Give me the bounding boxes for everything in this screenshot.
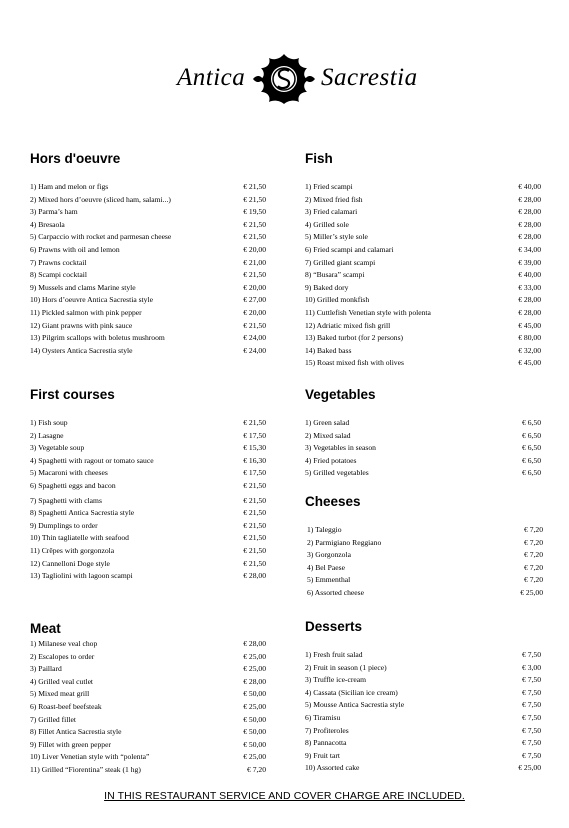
menu-item-name: 3) Vegetable soup [30,443,85,453]
menu-item-name: 6) Roast-beef beefsteak [30,701,102,711]
menu-item-price: € 21,50 [243,194,266,204]
menu-item-name: 4) Cassata (Sicilian ice cream) [305,687,398,697]
menu-item [30,282,266,295]
menu-item-name: 11) Grilled “Fiorentina” steak (1 hg) [30,764,141,774]
menu-item-name: 3) Fried calamari [305,207,358,217]
menu-item [30,345,266,358]
menu-item-price: € 21,00 [243,257,266,267]
menu-item-price: € 21,50 [243,480,266,490]
menu-item-price: € 28,00 [243,571,266,581]
menu-item-price: € 39,00 [518,257,541,267]
menu-item-name: 14) Oysters Antica Sacrestia style [30,345,133,355]
menu-item [30,545,266,558]
menu-item-price: € 34,00 [518,244,541,254]
menu-item [30,651,266,664]
menu-item-name: 11) Cuttlefish Venetian style with polenta [305,307,431,317]
menu-item-price: € 15,30 [243,443,266,453]
menu-item [30,676,266,689]
menu-item [305,294,541,307]
menu-item [30,294,266,307]
menu-item-name: 8) Fillet Antica Sacrestia style [30,727,122,737]
menu-item-name: 5) Grilled vegetables [305,468,369,478]
menu-item-price: € 21,50 [243,270,266,280]
menu-item-price: € 7,20 [524,550,543,560]
menu-item [305,206,541,219]
fish-list [305,181,541,370]
section-desserts [305,618,541,773]
menu-item-name: 4) Fried potatoes [305,455,357,465]
menu-item [30,532,266,545]
menu-item-price: € 24,00 [243,333,266,343]
menu-item [30,739,266,752]
menu-item [305,231,541,244]
menu-item-price: € 80,00 [518,333,541,343]
menu-item [305,674,541,687]
menu-item [305,320,541,333]
menu-item [305,699,541,712]
menu-item [305,307,541,320]
menu-item-price: € 21,50 [243,545,266,555]
menu-item-name: 1) Taleggio [307,525,342,534]
menu-item [30,442,266,455]
menu-item-price: € 28,00 [518,307,541,317]
menu-item-price: € 3,00 [522,662,541,672]
menu-item [30,714,266,727]
menu-item-price: € 25,00 [243,752,266,762]
menu-item-price: € 7,20 [524,537,543,547]
menu-item-price: € 20,00 [243,307,266,317]
menu-item [30,764,266,777]
menu-item-name: 4) Grilled sole [305,219,349,229]
menu-item-name: 13) Tagliolini with lagoon scampi [30,571,133,581]
menu-item-name: 10) Assorted cake [305,763,360,773]
menu-item [305,269,541,282]
menu-item [30,751,266,764]
menu-item-name: 7) Prawns cocktail [30,257,87,267]
restaurant-logo [0,52,569,106]
menu-item-price: € 19,50 [243,207,266,217]
menu-item [305,712,541,725]
section-hors-doeuvre [30,150,266,355]
section-title: Fish [305,151,333,166]
menu-item-name: 12) Cannelloni Doge style [30,558,110,568]
menu-item [305,455,541,468]
menu-item-name: 1) Milanese veal chop [30,639,98,648]
menu-item-price: € 28,00 [243,676,266,686]
menu-item [30,495,266,508]
menu-item-name: 6) Tiramisu [305,712,341,722]
menu-item [30,430,266,443]
menu-item-name: 9) Mussels and clams Marine style [30,282,136,292]
menu-item [305,282,541,295]
menu-item-name: 4) Spaghetti with ragout or tomato sauce [30,455,154,465]
menu-item [30,570,266,583]
cheeses-list [307,524,543,600]
menu-item-name: 10) Grilled monkfish [305,295,370,305]
menu-item-name: 10) Thin tagliatelle with seafood [30,533,129,543]
menu-item [305,649,541,662]
menu-item-price: € 21,50 [243,558,266,568]
menu-item [30,219,266,232]
menu-item-price: € 50,00 [243,739,266,749]
menu-item-name: 7) Profiteroles [305,725,349,735]
section-cheeses [305,493,543,597]
desserts-list [305,649,541,775]
menu-item-name: 2) Mixed fried fish [305,194,363,204]
menu-item [30,520,266,533]
menu-item-price: € 21,50 [243,533,266,543]
menu-item [305,442,541,455]
menu-item-name: 5) Miller’s style sole [305,232,368,242]
menu-item-price: € 33,00 [518,282,541,292]
menu-item [305,357,541,370]
menu-item-price: € 50,00 [243,689,266,699]
menu-item-name: 5) Carpaccio with rocket and parmesan cheese [30,232,172,242]
menu-item-name: 8) Scampi cocktail [30,270,87,280]
menu-item [307,562,543,575]
menu-item-price: € 7,50 [522,738,541,748]
menu-item-price: € 21,50 [243,219,266,229]
menu-item-price: € 6,50 [522,430,541,440]
section-title: Hors d'oeuvre [30,151,121,166]
menu-item-price: € 7,50 [522,650,541,659]
menu-item [30,663,266,676]
menu-item-name: 4) Grilled veal cutlet [30,676,94,686]
menu-item [30,417,266,430]
menu-item [30,307,266,320]
menu-item [307,587,543,600]
menu-item-price: € 7,50 [522,700,541,710]
menu-item-name: 3) Vegetables in season [305,443,376,453]
menu-item-price: € 21,50 [243,182,266,191]
menu-item [305,762,541,775]
menu-item-price: € 7,20 [524,575,543,585]
menu-item-price: € 16,30 [243,455,266,465]
menu-item-name: 10) Liver Venetian style with “polenta” [30,752,150,762]
menu-item-price: € 45,00 [518,358,541,368]
menu-item-name: 8) “Busara” scampi [305,270,365,280]
first-courses-list [30,417,266,583]
menu-item [307,574,543,587]
menu-item-name: 3) Gorgonzola [307,550,351,560]
menu-item-name: 8) Pannacotta [305,738,347,748]
menu-item-price: € 32,00 [518,345,541,355]
menu-item [305,244,541,257]
menu-item-name: 12) Adriatic mixed fish grill [305,320,391,330]
menu-item [30,558,266,571]
menu-item-name: 9) Fruit tart [305,750,341,760]
menu-item-name: 2) Parmigiano Reggiano [307,537,382,547]
menu-item-name: 5) Mixed meat grill [30,689,90,699]
menu-item [307,524,543,537]
menu-item-price: € 20,00 [243,282,266,292]
menu-item-name: 5) Emmenthal [307,575,351,585]
menu-item-name: 6) Spaghetti eggs and bacon [30,480,116,490]
menu-item-price: € 7,50 [522,725,541,735]
menu-item [305,430,541,443]
menu-item [305,687,541,700]
menu-item-name: 2) Mixed hors d’oeuvre (sliced ham, salami...) [30,194,171,204]
menu-item-price: € 50,00 [243,714,266,724]
menu-item-price: € 7,50 [522,750,541,760]
menu-item-name: 13) Baked turbot (for 2 persons) [305,333,404,343]
menu-item [307,549,543,562]
menu-item-name: 5) Mousse Antica Sacrestia style [305,700,405,710]
menu-item-price: € 17,50 [243,430,266,440]
menu-item-name: 2) Mixed salad [305,430,351,440]
menu-item-name: 9) Dumplings to order [30,520,98,530]
menu-item-price: € 25,00 [243,701,266,711]
menu-item-name: 11) Pickled salmon with pink pepper [30,307,142,317]
menu-item-name: 3) Truffle ice-cream [305,675,367,685]
section-title: Desserts [305,619,363,634]
menu-item-name: 5) Macaroni with cheeses [30,468,108,478]
brand-name-left: Antica [177,64,246,91]
menu-item-price: € 21,50 [243,495,266,505]
menu-item-name: 10) Hors d’oeuvre Antica Sacrestia style [30,295,153,305]
menu-item [305,332,541,345]
menu-item-name: 1) Fresh fruit salad [305,650,363,659]
menu-item-price: € 40,00 [518,270,541,280]
menu-item [30,257,266,270]
section-fish [305,150,541,368]
menu-item-price: € 21,50 [243,520,266,530]
menu-item-price: € 6,50 [522,418,541,427]
section-first-courses [30,386,266,581]
menu-item [30,320,266,333]
menu-item-name: 12) Giant prawns with pink sauce [30,320,133,330]
menu-item-name: 6) Fried scampi and calamari [305,244,394,254]
menu-item-name: 11) Crêpes with gorgonzola [30,545,115,555]
section-title: First courses [30,387,115,402]
menu-item-name: 7) Grilled fillet [30,714,76,724]
menu-item [30,332,266,345]
menu-item [305,662,541,675]
menu-item-name: 14) Baked bass [305,345,352,355]
menu-item [305,345,541,358]
menu-item-name: 9) Baked dory [305,282,349,292]
section-title: Cheeses [305,494,361,509]
menu-item-price: € 28,00 [518,219,541,229]
menu-item [307,537,543,550]
menu-item-price: € 21,50 [243,508,266,518]
menu-item [305,725,541,738]
menu-item-price: € 21,50 [243,418,266,427]
menu-item [30,181,266,194]
menu-item-price: € 7,20 [247,764,266,774]
menu-item [30,455,266,468]
menu-item-price: € 7,20 [524,525,543,534]
menu-item-price: € 6,50 [522,468,541,478]
menu-item [30,688,266,701]
ornamental-medallion-icon [249,52,319,106]
menu-item [305,257,541,270]
hors-doeuvre-list [30,181,266,357]
menu-item-name: 1) Fried scampi [305,182,353,191]
menu-item-price: € 6,50 [522,443,541,453]
menu-item-price: € 7,50 [522,687,541,697]
service-charge-notice: IN THIS RESTAURANT SERVICE AND COVER CHARGE ARE INCLUDED. [104,790,465,802]
menu-item [30,467,266,480]
menu-item [30,726,266,739]
menu-item-name: 4) Bresaola [30,219,65,229]
menu-item [305,194,541,207]
menu-item-name: 1) Green salad [305,418,350,427]
menu-item-price: € 20,00 [243,244,266,254]
menu-item-price: € 28,00 [518,295,541,305]
meat-list [30,638,266,777]
menu-item-price: € 28,00 [518,207,541,217]
menu-item [30,206,266,219]
menu-item-price: € 40,00 [518,182,541,191]
menu-item-name: 9) Fillet with green pepper [30,739,111,749]
menu-item-name: 3) Paillard [30,664,62,674]
menu-item-price: € 25,00 [520,587,543,597]
menu-item-price: € 25,00 [243,664,266,674]
menu-item-price: € 25,00 [518,763,541,773]
menu-item-price: € 27,00 [243,295,266,305]
menu-item-name: 6) Assorted cheese [307,587,364,597]
menu-item [30,194,266,207]
menu-item-price: € 50,00 [243,727,266,737]
menu-item [30,701,266,714]
menu-item-price: € 28,00 [243,639,266,648]
menu-item [30,269,266,282]
menu-item-name: 2) Fruit in season (1 piece) [305,662,387,672]
section-title: Vegetables [305,387,376,402]
menu-item-price: € 45,00 [518,320,541,330]
menu-item [305,219,541,232]
menu-item-name: 4) Bel Paese [307,562,345,572]
brand-name-right: Sacrestia [321,64,418,91]
menu-item-price: € 7,50 [522,712,541,722]
section-title: Meat [30,621,61,636]
menu-item-name: 8) Spaghetti Antica Sacrestia style [30,508,135,518]
menu-item-name: 2) Escalopes to order [30,651,95,661]
menu-item-name: 7) Grilled giant scampi [305,257,376,267]
menu-item-price: € 28,00 [518,194,541,204]
menu-item-name: 15) Roast mixed fish with olives [305,358,404,368]
menu-item-price: € 21,50 [243,320,266,330]
menu-item-price: € 7,50 [522,675,541,685]
menu-item-price: € 7,20 [524,562,543,572]
menu-item-price: € 25,00 [243,651,266,661]
menu-item [305,467,541,480]
menu-item [305,181,541,194]
menu-item-name: 6) Prawns with oil and lemon [30,244,120,254]
menu-item [305,737,541,750]
menu-item-price: € 6,50 [522,455,541,465]
menu-item-name: 7) Spaghetti with clams [30,495,102,505]
menu-item-price: € 28,00 [518,232,541,242]
menu-item [30,231,266,244]
menu-item-price: € 21,50 [243,232,266,242]
menu-item [30,480,266,493]
menu-item [30,638,266,651]
menu-item-price: € 24,00 [243,345,266,355]
menu-item-name: 3) Parma’s ham [30,207,78,217]
menu-item-name: 13) Pilgrim scallops with boletus mushroom [30,333,165,343]
menu-item [30,507,266,520]
menu-item-name: 2) Lasagne [30,430,64,440]
menu-item-price: € 17,50 [243,468,266,478]
section-vegetables [305,386,541,478]
menu-item [305,750,541,763]
menu-item-name: 1) Ham and melon or figs [30,182,109,191]
menu-item [30,244,266,257]
vegetables-list [305,417,541,480]
menu-item [305,417,541,430]
menu-item-name: 1) Fish soup [30,418,68,427]
section-meat [30,620,266,774]
